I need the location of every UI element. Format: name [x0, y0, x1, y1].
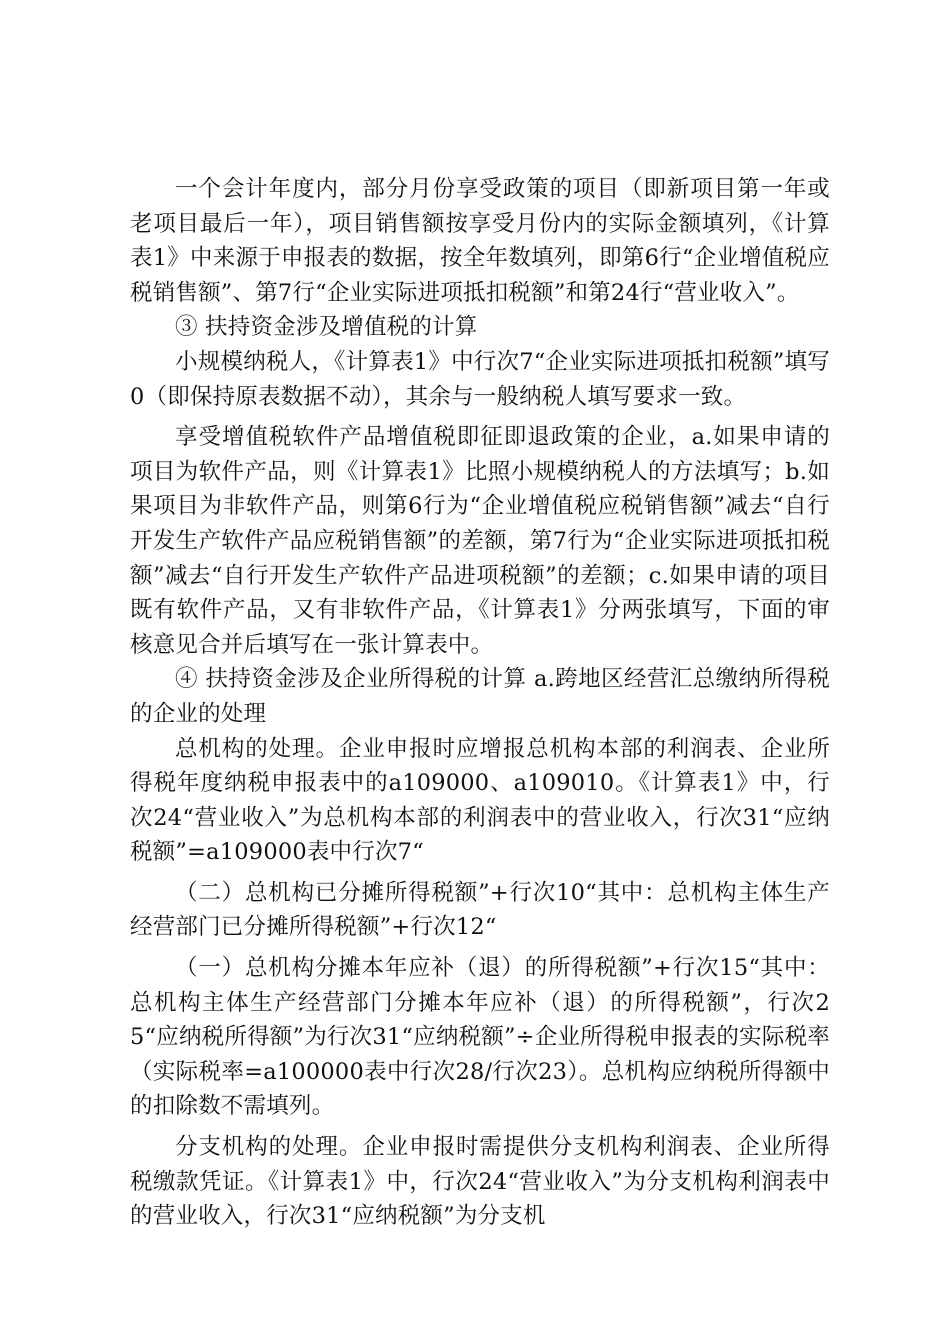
paragraph-branch-office: 分支机构的处理。企业申报时需提供分支机构利润表、企业所得税缴款凭证。《计算表1》中，行次24“营业收入”为分支机构利润表中的营业收入，行次31“应纳税额”为分支机 — [130, 1134, 830, 1230]
paragraph-head-office: 总机构的处理。企业申报时应增报总机构本部的利润表、企业所得税年度纳税申报表中的a109000、a109010。《计算表1》中，行次24“营业收入”为总机构本部的利润表中的营业收入，行次31“应纳税额”=a109000表中行次7“ — [130, 735, 830, 866]
heading-income-tax-calculation: ④ 扶持资金涉及企业所得税的计算 a.跨地区经营汇总缴纳所得税的企业的处理 — [130, 666, 830, 727]
heading-vat-calculation: ③ 扶持资金涉及增值税的计算 — [175, 314, 478, 341]
document-body — [130, 172, 830, 1234]
paragraph-annual-allocation: （一）总机构分摊本年应补（退）的所得税额”+行次15“其中：总机构主体生产经营部门分摊本年应补（退）的所得税额”，行次25“应纳税所得额”为行次31“应纳税额”÷企业所得税申报表的实际税率（实际税率=a100000表中行次28/行次23）。总机构应纳税所得额中的扣除数不需填列。 — [130, 955, 830, 1120]
paragraph-software-vat: 享受增值税软件产品增值税即征即退政策的企业，a.如果申请的项目为软件产品，则《计算表1》比照小规模纳税人的方法填写；b.如果项目为非软件产品，则第6行为“企业增值税应税销售额”减去“自行开发生产软件产品应税销售额”的差额，第7行为“企业实际进项抵扣税额”减去“自行开发生产软件产品进项税额”的差额；c.如果申请的项目既有软件产品，又有非软件产品，《计算表1》分两张填写，下面的审核意见合并后填写在一张计算表中。 — [130, 424, 830, 658]
paragraph-monthly-policy: 一个会计年度内，部分月份享受政策的项目（即新项目第一年或老项目最后一年），项目销售额按享受月份内的实际金额填列，《计算表1》中来源于申报表的数据，按全年数填列，即第6行“企业增值税应税销售额”、第7行“企业实际进项抵扣税额”和第24行“营业收入”。 — [130, 176, 830, 306]
paragraph-small-taxpayer: 小规模纳税人，《计算表1》中行次7“企业实际进项抵扣税额”填写0（即保持原表数据不动），其余与一般纳税人填写要求一致。 — [130, 348, 830, 410]
paragraph-allocated-tax: （二）总机构已分摊所得税额”+行次10“其中：总机构主体生产经营部门已分摊所得税额”+行次12“ — [130, 879, 830, 941]
